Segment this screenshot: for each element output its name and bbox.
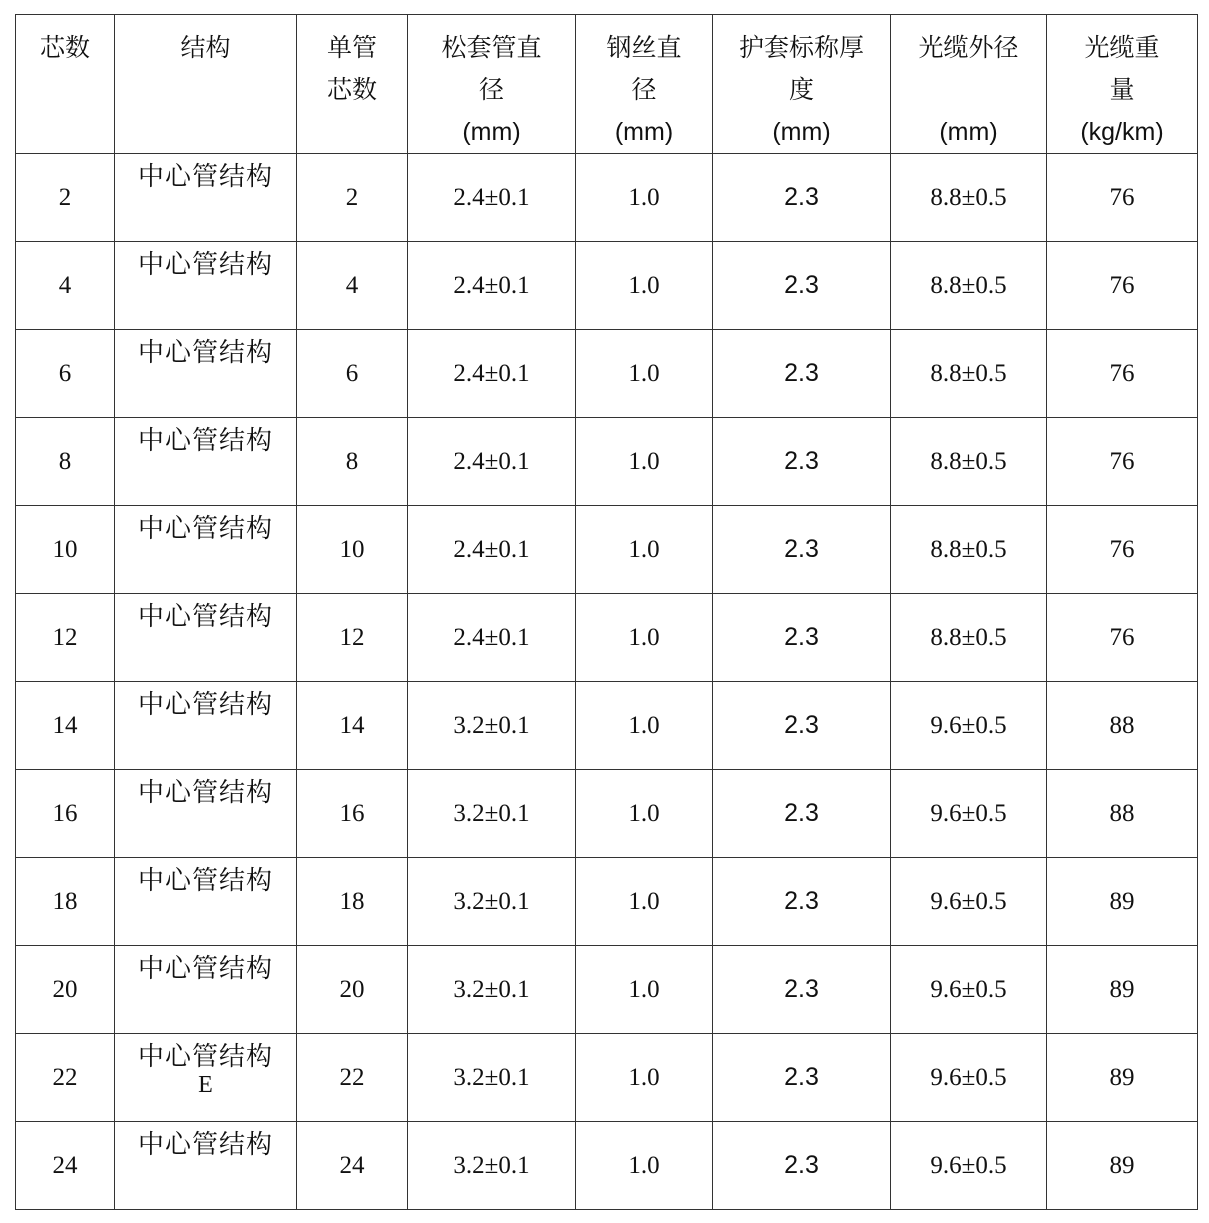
cell-tube-cores: 8 bbox=[297, 418, 408, 506]
header-cable-diameter bbox=[891, 15, 1047, 154]
cell-cable-diameter: 9.6±0.5 bbox=[891, 1122, 1047, 1210]
cell-structure-text: 中心管结构 bbox=[137, 338, 273, 368]
header-cable-diameter-spacer bbox=[891, 69, 1046, 111]
cell-structure bbox=[115, 1034, 297, 1122]
cell-structure bbox=[115, 946, 297, 1034]
cell-structure-text: 中心管结构 bbox=[137, 426, 273, 456]
cell-tube-diameter: 2.4±0.1 bbox=[408, 330, 576, 418]
header-cable-weight-line-1: 光缆重 bbox=[1084, 33, 1160, 62]
cell-structure-text: 中心管结构 bbox=[137, 1042, 273, 1072]
cell-cable-diameter: 9.6±0.5 bbox=[891, 946, 1047, 1034]
table-row bbox=[16, 682, 1198, 770]
cell-structure bbox=[115, 154, 297, 242]
cell-cable-weight: 88 bbox=[1047, 682, 1198, 770]
cell-cable-weight: 89 bbox=[1047, 946, 1198, 1034]
cell-structure-text: 中心管结构 bbox=[137, 866, 273, 896]
cell-cable-weight: 76 bbox=[1047, 594, 1198, 682]
cell-wire-diameter: 1.0 bbox=[576, 506, 713, 594]
cell-tube-cores: 16 bbox=[297, 770, 408, 858]
cell-sheath-thickness: 2.3 bbox=[713, 858, 891, 946]
cell-tube-diameter: 3.2±0.1 bbox=[408, 1122, 576, 1210]
header-cable-weight bbox=[1047, 15, 1198, 154]
cell-structure-text: 中心管结构 bbox=[137, 1130, 273, 1160]
cell-structure-text: 中心管结构 bbox=[137, 778, 273, 808]
header-tube-cores-line-1: 单管 bbox=[326, 33, 377, 62]
cell-cores: 18 bbox=[16, 858, 115, 946]
cell-cable-weight: 88 bbox=[1047, 770, 1198, 858]
header-cable-weight-unit: (kg/km) bbox=[1080, 118, 1164, 146]
cell-cable-diameter: 9.6±0.5 bbox=[891, 1034, 1047, 1122]
header-structure-label: 结构 bbox=[180, 33, 231, 62]
cell-wire-diameter: 1.0 bbox=[576, 770, 713, 858]
cell-cable-weight: 76 bbox=[1047, 418, 1198, 506]
cell-tube-diameter: 2.4±0.1 bbox=[408, 506, 576, 594]
cell-sheath-thickness: 2.3 bbox=[713, 154, 891, 242]
cell-cores: 10 bbox=[16, 506, 115, 594]
cell-cores: 6 bbox=[16, 330, 115, 418]
cell-cores: 22 bbox=[16, 1034, 115, 1122]
table-row bbox=[16, 154, 1198, 242]
cell-cores: 20 bbox=[16, 946, 115, 1034]
cell-tube-diameter: 2.4±0.1 bbox=[408, 154, 576, 242]
cell-cable-diameter: 8.8±0.5 bbox=[891, 506, 1047, 594]
cell-tube-cores: 12 bbox=[297, 594, 408, 682]
header-sheath-thickness-unit: (mm) bbox=[772, 118, 831, 146]
cell-structure-text: 中心管结构 bbox=[137, 162, 273, 192]
cell-tube-diameter: 3.2±0.1 bbox=[408, 946, 576, 1034]
spec-table bbox=[15, 14, 1198, 1210]
header-tube-diameter-line-1: 松套管直 bbox=[441, 33, 542, 62]
cell-tube-cores: 20 bbox=[297, 946, 408, 1034]
cell-structure bbox=[115, 418, 297, 506]
cell-cable-weight: 76 bbox=[1047, 242, 1198, 330]
header-sheath-thickness-line-1: 护套标称厚 bbox=[738, 33, 864, 62]
cell-tube-diameter: 3.2±0.1 bbox=[408, 1034, 576, 1122]
cell-structure bbox=[115, 682, 297, 770]
cell-wire-diameter: 1.0 bbox=[576, 1122, 713, 1210]
header-cable-diameter-unit: (mm) bbox=[939, 118, 998, 146]
cell-sheath-thickness: 2.3 bbox=[713, 242, 891, 330]
cell-cable-diameter: 9.6±0.5 bbox=[891, 858, 1047, 946]
cell-cores: 14 bbox=[16, 682, 115, 770]
cell-cores: 4 bbox=[16, 242, 115, 330]
cell-cores: 12 bbox=[16, 594, 115, 682]
table-row bbox=[16, 330, 1198, 418]
header-row bbox=[16, 15, 1198, 154]
cell-sheath-thickness: 2.3 bbox=[713, 418, 891, 506]
header-tube-diameter-unit: (mm) bbox=[462, 118, 521, 146]
cell-tube-cores: 14 bbox=[297, 682, 408, 770]
header-wire-diameter-unit: (mm) bbox=[614, 118, 674, 146]
cell-sheath-thickness: 2.3 bbox=[713, 330, 891, 418]
table-body bbox=[16, 154, 1198, 1210]
cell-cable-weight: 76 bbox=[1047, 506, 1198, 594]
cell-tube-cores: 22 bbox=[297, 1034, 408, 1122]
cell-tube-diameter: 3.2±0.1 bbox=[408, 770, 576, 858]
cell-wire-diameter: 1.0 bbox=[576, 154, 713, 242]
cell-tube-cores: 2 bbox=[297, 154, 408, 242]
cell-structure-text: 中心管结构 bbox=[137, 602, 273, 632]
cell-structure-sub: E bbox=[198, 1072, 213, 1098]
cell-structure bbox=[115, 242, 297, 330]
cell-tube-cores: 6 bbox=[297, 330, 408, 418]
cell-structure-text: 中心管结构 bbox=[137, 514, 273, 544]
cell-structure bbox=[115, 330, 297, 418]
header-sheath-thickness-line-2: 度 bbox=[788, 75, 814, 104]
cell-cores: 16 bbox=[16, 770, 115, 858]
cell-wire-diameter: 1.0 bbox=[576, 858, 713, 946]
cell-wire-diameter: 1.0 bbox=[576, 1034, 713, 1122]
header-tube-diameter-line-2: 径 bbox=[478, 75, 504, 104]
cell-tube-diameter: 2.4±0.1 bbox=[408, 418, 576, 506]
cell-structure bbox=[115, 594, 297, 682]
cell-tube-cores: 18 bbox=[297, 858, 408, 946]
cell-tube-diameter: 2.4±0.1 bbox=[408, 242, 576, 330]
cell-wire-diameter: 1.0 bbox=[576, 330, 713, 418]
cell-tube-diameter: 2.4±0.1 bbox=[408, 594, 576, 682]
cell-structure-text: 中心管结构 bbox=[137, 250, 273, 280]
cell-tube-diameter: 3.2±0.1 bbox=[408, 682, 576, 770]
header-tube-diameter bbox=[408, 15, 576, 154]
cell-structure-text: 中心管结构 bbox=[137, 690, 273, 720]
cell-cable-diameter: 9.6±0.5 bbox=[891, 770, 1047, 858]
cell-sheath-thickness: 2.3 bbox=[713, 594, 891, 682]
cell-sheath-thickness: 2.3 bbox=[713, 946, 891, 1034]
table-row bbox=[16, 858, 1198, 946]
header-sheath-thickness bbox=[713, 15, 891, 154]
cell-structure bbox=[115, 770, 297, 858]
cell-wire-diameter: 1.0 bbox=[576, 594, 713, 682]
cell-wire-diameter: 1.0 bbox=[576, 242, 713, 330]
cell-wire-diameter: 1.0 bbox=[576, 682, 713, 770]
table-row bbox=[16, 418, 1198, 506]
cell-cable-diameter: 8.8±0.5 bbox=[891, 418, 1047, 506]
cell-cores: 24 bbox=[16, 1122, 115, 1210]
table-row bbox=[16, 770, 1198, 858]
table-row bbox=[16, 1122, 1198, 1210]
cell-cable-weight: 76 bbox=[1047, 154, 1198, 242]
header-cores-label: 芯数 bbox=[39, 33, 90, 62]
cell-cable-diameter: 8.8±0.5 bbox=[891, 154, 1047, 242]
cell-sheath-thickness: 2.3 bbox=[713, 1122, 891, 1210]
header-tube-cores-line-2: 芯数 bbox=[326, 75, 377, 104]
cell-cable-diameter: 9.6±0.5 bbox=[891, 682, 1047, 770]
header-structure bbox=[115, 15, 297, 154]
table-header bbox=[16, 15, 1198, 154]
cell-cable-weight: 76 bbox=[1047, 330, 1198, 418]
header-cores bbox=[16, 15, 115, 154]
cell-structure bbox=[115, 506, 297, 594]
table-row bbox=[16, 946, 1198, 1034]
cell-sheath-thickness: 2.3 bbox=[713, 770, 891, 858]
cell-cable-diameter: 8.8±0.5 bbox=[891, 594, 1047, 682]
cell-wire-diameter: 1.0 bbox=[576, 946, 713, 1034]
cell-tube-cores: 10 bbox=[297, 506, 408, 594]
header-wire-diameter-line-2: 径 bbox=[631, 75, 657, 104]
table-row bbox=[16, 1034, 1198, 1122]
cell-cable-diameter: 8.8±0.5 bbox=[891, 242, 1047, 330]
header-wire-diameter bbox=[576, 15, 713, 154]
cell-structure bbox=[115, 858, 297, 946]
cell-sheath-thickness: 2.3 bbox=[713, 506, 891, 594]
cell-cores: 8 bbox=[16, 418, 115, 506]
cell-structure-text: 中心管结构 bbox=[137, 954, 273, 984]
header-cable-weight-line-2: 量 bbox=[1109, 75, 1135, 104]
cell-cable-weight: 89 bbox=[1047, 858, 1198, 946]
cell-tube-cores: 24 bbox=[297, 1122, 408, 1210]
cell-sheath-thickness: 2.3 bbox=[713, 682, 891, 770]
cell-cable-diameter: 8.8±0.5 bbox=[891, 330, 1047, 418]
cell-tube-diameter: 3.2±0.1 bbox=[408, 858, 576, 946]
header-cable-diameter-line-1: 光缆外径 bbox=[918, 33, 1019, 62]
cell-cable-weight: 89 bbox=[1047, 1122, 1198, 1210]
cell-sheath-thickness: 2.3 bbox=[713, 1034, 891, 1122]
table-row bbox=[16, 506, 1198, 594]
table-row bbox=[16, 242, 1198, 330]
header-tube-cores bbox=[297, 15, 408, 154]
cell-cable-weight: 89 bbox=[1047, 1034, 1198, 1122]
header-wire-diameter-line-1: 钢丝直 bbox=[606, 33, 682, 62]
cell-cores: 2 bbox=[16, 154, 115, 242]
table-row bbox=[16, 594, 1198, 682]
cell-structure bbox=[115, 1122, 297, 1210]
cell-tube-cores: 4 bbox=[297, 242, 408, 330]
cell-wire-diameter: 1.0 bbox=[576, 418, 713, 506]
